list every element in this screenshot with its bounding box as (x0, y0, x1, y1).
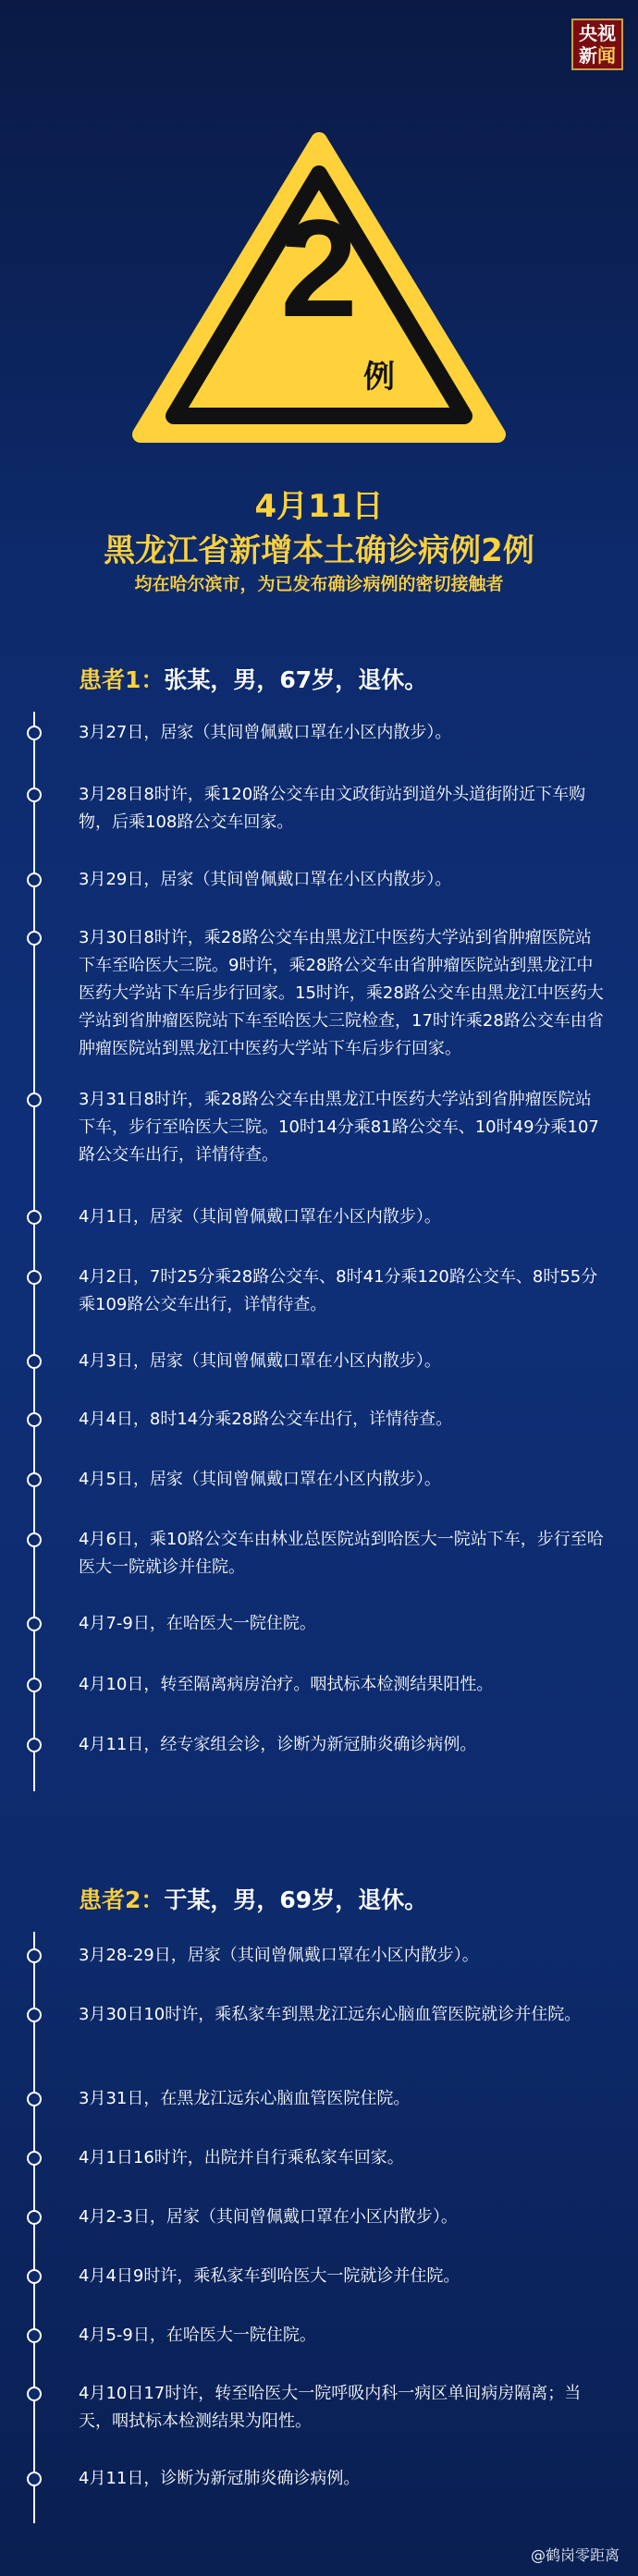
patient1-entry: 3月27日，居家（其间曾佩戴口罩在小区内散步）。 (79, 723, 452, 742)
timeline-dot (27, 2328, 42, 2343)
patient2-entry: 4月2-3日，居家（其间曾佩戴口罩在小区内散步）。 (79, 2207, 458, 2227)
patient1-entry: 4月2日，7时25分乘28路公交车、8时41分乘120路公交车、8时55分乘109路公交车出行，详情待查。 (79, 1267, 598, 1314)
timeline-dot (27, 1472, 42, 1487)
timeline-dot (27, 2269, 42, 2284)
patient1-entry: 3月28日8时许，乘120路公交车由文政街站到道外头道街附近下车购物，后乘108路公交车回家。 (79, 785, 586, 832)
timeline-dot (27, 1617, 42, 1631)
timeline-dot (27, 1354, 42, 1369)
logo-line2: 新闻 (579, 44, 616, 67)
patient1-entry: 3月31日8时许，乘28路公交车由黑龙江中医药大学站到省肿瘤医院站下车，步行至哈医大三院。10时14分乘81路公交车、10时49分乘107路公交车出行，详情待查。 (79, 1090, 599, 1165)
timeline-dot (27, 2092, 42, 2106)
timeline-dot (27, 787, 42, 802)
timeline-dot (27, 726, 42, 740)
page-title: 黑龙江省新增本土确诊病例2例 (104, 532, 534, 569)
patient1-entry: 3月29日，居家（其间曾佩戴口罩在小区内散步）。 (79, 870, 452, 889)
patient1-entry: 4月7-9日，在哈医大一院住院。 (79, 1614, 316, 1633)
timeline-dot (27, 2151, 42, 2166)
timeline-dot (27, 931, 42, 946)
patient2-entry: 3月31日，在黑龙江远东心脑血管医院住院。 (79, 2089, 411, 2108)
timeline-dot (27, 1738, 42, 1752)
patient1-info: 张某，男，67岁，退休。 (164, 666, 428, 693)
timeline-dot (27, 2210, 42, 2225)
patient2-entry: 3月30日10时许，乘私家车到黑龙江远东心脑血管医院就诊并住院。 (79, 2005, 582, 2024)
patient2-entry: 4月4日9时许，乘私家车到哈医大一院就诊并住院。 (79, 2266, 460, 2286)
patient1-entry: 4月5日，居家（其间曾佩戴口罩在小区内散步）。 (79, 1470, 441, 1489)
patient2-info: 于某，男，69岁，退休。 (164, 1886, 428, 1913)
logo-line1: 央视 (579, 22, 616, 44)
timeline-dot (27, 873, 42, 887)
patient2-entry: 3月28-29日，居家（其间曾佩戴口罩在小区内散步）。 (79, 1946, 479, 1965)
patient2-entry: 4月1日16时许，出院并自行乘私家车回家。 (79, 2148, 404, 2167)
timeline-dot (27, 1532, 42, 1547)
report-date: 4月11日 (254, 488, 384, 525)
timeline-dot (27, 1210, 42, 1225)
patient2-entry: 4月10日17时许，转至哈医大一院呼吸内科一病区单间病房隔离；当天，咽拭标本检测结果为阳性。 (79, 2384, 582, 2431)
patient1-entry: 3月30日8时许，乘28路公交车由黑龙江中医药大学站到省肿瘤医院站下车至哈医大三院。9时许，乘28路公交车由省肿瘤医院站到黑龙江中医药大学站下车后步行回家。15时许，乘28路公交车由黑龙江中医药大学站到省肿瘤医院站下车至哈医大三院检查，17时许乘28路公交车由省肿瘤医院站到黑龙江中医药大学站下车后步行回家。 (79, 928, 604, 1058)
patient1-entry: 4月6日，乘10路公交车由林业总医院站到哈医大一院站下车，步行至哈医大一院就诊并住院。 (79, 1530, 604, 1577)
patient1-entry: 4月10日，转至隔离病房治疗。咽拭标本检测结果阳性。 (79, 1675, 494, 1694)
weibo-watermark: @鹤岗零距离 (530, 2546, 620, 2564)
cctv-news-logo (571, 18, 623, 70)
patient1-label: 患者1： (79, 666, 165, 693)
patient2-entry: 4月5-9日，在哈医大一院住院。 (79, 2326, 316, 2345)
patient1-heading (79, 662, 427, 695)
case-count-unit: 例 (363, 359, 395, 396)
timeline-dot (27, 1093, 42, 1107)
patient1-entry: 4月3日，居家（其间曾佩戴口罩在小区内散步）。 (79, 1351, 441, 1371)
timeline-dot (27, 2472, 42, 2486)
case-count-number: 2 (280, 190, 358, 346)
patient2-entry: 4月11日，诊断为新冠肺炎确诊病例。 (79, 2469, 361, 2488)
timeline-dot (27, 1948, 42, 1963)
patient1-entry: 4月1日，居家（其间曾佩戴口罩在小区内散步）。 (79, 1207, 441, 1227)
page-subtitle: 均在哈尔滨市，为已发布确诊病例的密切接触者 (134, 574, 504, 594)
timeline-dot (27, 1678, 42, 1692)
timeline-dot (27, 2008, 42, 2022)
patient1-entry: 4月4日，8时14分乘28路公交车出行，详情待查。 (79, 1410, 453, 1429)
patient2-label: 患者2： (79, 1886, 165, 1913)
timeline-dot (27, 1270, 42, 1285)
patient2-heading (79, 1882, 427, 1915)
timeline-dot (27, 2387, 42, 2401)
patient1-entry: 4月11日，经专家组会诊，诊断为新冠肺炎确诊病例。 (79, 1735, 477, 1754)
timeline-dot (27, 1412, 42, 1427)
